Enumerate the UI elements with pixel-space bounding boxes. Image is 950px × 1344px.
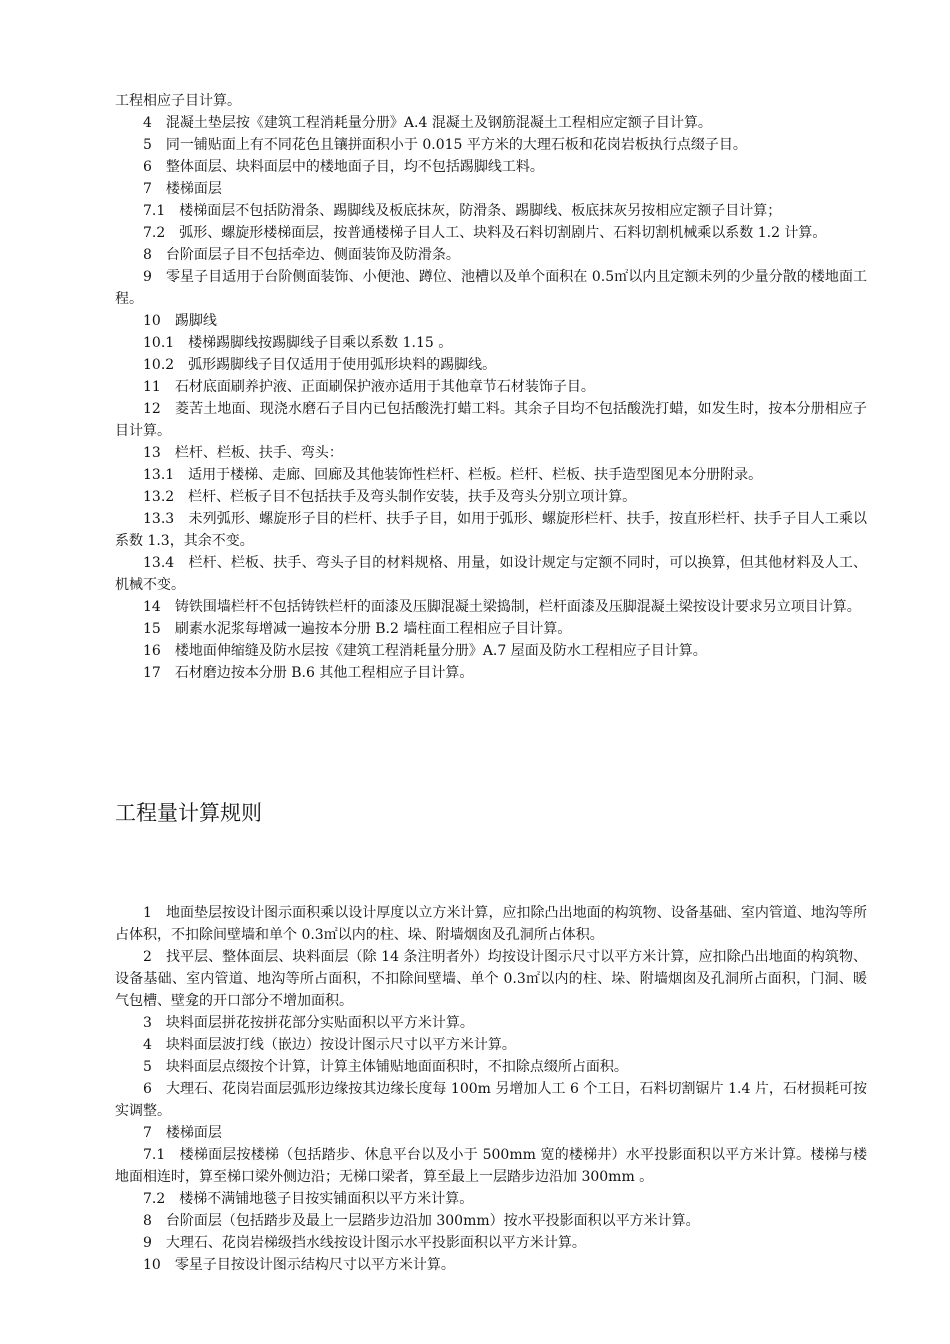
paragraph: 10 零星子目按设计图示结构尺寸以平方米计算。 [143, 1257, 455, 1273]
paragraph: 13 栏杆、栏板、扶手、弯头： [143, 445, 343, 461]
paragraph: 12 菱苦土地面、现浇水磨石子目内已包括酸洗打蜡工料。其余子目均不包括酸洗打蜡，如发生时，按本分册相应子目计算。 [115, 401, 867, 439]
paragraph: 2 找平层、整体面层、块料面层（除 14 条注明者外）均按设计图示尺寸以平方米计算，应扣除凸出地面的构筑物、设备基础、室内管道、地沟等所占面积，不扣除间壁墙、单个 0.3㎡以内的柱、垛、附墙烟囱及孔洞所占面积，门洞、暖气包槽、壁龛的开口部分不增加面积。 [115, 949, 867, 1009]
paragraph: 5 块料面层点缀按个计算，计算主体铺贴地面面积时，不扣除点缀所占面积。 [143, 1059, 628, 1075]
paragraph: 3 块料面层拼花按拼花部分实贴面积以平方米计算。 [143, 1015, 474, 1031]
paragraph: 9 零星子目适用于台阶侧面装饰、小便池、蹲位、池槽以及单个面积在 0.5㎡以内且定额未列的少量分散的楼地面工程。 [115, 269, 867, 307]
paragraph: 7 楼梯面层 [143, 1125, 222, 1141]
paragraph: 工程相应子目计算。 [115, 93, 241, 109]
paragraph: 5 同一铺贴面上有不同花色且镶拼面积小于 0.015 平方米的大理石板和花岗岩板执行点缀子目。 [143, 137, 747, 153]
paragraph: 10.1 楼梯踢脚线按踢脚线子目乘以系数 1.15 。 [143, 335, 453, 351]
paragraph: 6 整体面层、块料面层中的楼地面子目，均不包括踢脚线工料。 [143, 159, 544, 175]
paragraph: 10.2 弧形踢脚线子目仅适用于使用弧形块料的踢脚线。 [143, 357, 497, 373]
section-heading: 工程量计算规则 [115, 801, 262, 825]
paragraph: 13.1 适用于楼梯、走廊、回廊及其他装饰性栏杆、栏板。栏杆、栏板、扶手造型图见本分册附录。 [143, 467, 763, 483]
paragraph: 16 楼地面伸缩缝及防水层按《建筑工程消耗量分册》A.7 屋面及防水工程相应子目计算。 [143, 643, 707, 659]
paragraph: 13.3 未列弧形、螺旋形子目的栏杆、扶手子目，如用于弧形、螺旋形栏杆、扶手，按直形栏杆、扶手子目人工乘以系数 1.3，其余不变。 [115, 511, 867, 549]
paragraph: 17 石材磨边按本分册 B.6 其他工程相应子目计算。 [143, 665, 474, 681]
rules-section [115, 902, 867, 1276]
paragraph: 4 混凝土垫层按《建筑工程消耗量分册》A.4 混凝土及钢筋混凝土工程相应定额子目计算。 [143, 115, 712, 131]
paragraph: 14 铸铁围墙栏杆不包括铸铁栏杆的面漆及压脚混凝土梁捣制，栏杆面漆及压脚混凝土梁按设计要求另立项目计算。 [143, 599, 861, 615]
paragraph: 4 块料面层波打线（嵌边）按设计图示尺寸以平方米计算。 [143, 1037, 516, 1053]
paragraph: 7 楼梯面层 [143, 181, 222, 197]
paragraph: 15 刷素水泥浆每增减一遍按本分册 B.2 墙柱面工程相应子目计算。 [143, 621, 572, 637]
paragraph: 7.2 楼梯不满铺地毯子目按实铺面积以平方米计算。 [143, 1191, 474, 1207]
notes-section [115, 90, 867, 684]
paragraph: 8 台阶面层子目不包括牵边、侧面装饰及防滑条。 [143, 247, 460, 263]
paragraph: 1 地面垫层按设计图示面积乘以设计厚度以立方米计算，应扣除凸出地面的构筑物、设备基础、室内管道、地沟等所占体积，不扣除间壁墙和单个 0.3㎡以内的柱、垛、附墙烟囱及孔洞所占体积。 [115, 905, 867, 943]
paragraph: 13.4 栏杆、栏板、扶手、弯头子目的材料规格、用量，如设计规定与定额不同时，可以换算，但其他材料及人工、机械不变。 [115, 555, 867, 593]
paragraph: 13.2 栏杆、栏板子目不包括扶手及弯头制作安装，扶手及弯头分别立项计算。 [143, 489, 637, 505]
paragraph: 8 台阶面层（包括踏步及最上一层踏步边沿加 300mm）按水平投影面积以平方米计算。 [143, 1213, 700, 1229]
paragraph: 7.1 楼梯面层按楼梯（包括踏步、休息平台以及小于 500mm 宽的楼梯井）水平投影面积以平方米计算。楼梯与楼地面相连时，算至梯口梁外侧边沿；无梯口梁者，算至最上一层踏步边沿加 300mm 。 [115, 1147, 867, 1185]
paragraph: 7.1 楼梯面层不包括防滑条、踢脚线及板底抹灰，防滑条、踢脚线、板底抹灰另按相应定额子目计算； [143, 203, 782, 219]
paragraph: 9 大理石、花岗岩梯级挡水线按设计图示水平投影面积以平方米计算。 [143, 1235, 586, 1251]
paragraph: 6 大理石、花岗岩面层弧形边缘按其边缘长度每 100m 另增加人工 6 个工日，石料切割锯片 1.4 片，石材损耗可按实调整。 [115, 1081, 867, 1119]
paragraph: 11 石材底面刷养护液、正面刷保护液亦适用于其他章节石材装饰子目。 [143, 379, 595, 395]
paragraph: 10 踢脚线 [143, 313, 217, 329]
paragraph: 7.2 弧形、螺旋形楼梯面层，按普通楼梯子目人工、块料及石料切割剧片、石料切割机械乘以系数 1.2 计算。 [143, 225, 827, 241]
